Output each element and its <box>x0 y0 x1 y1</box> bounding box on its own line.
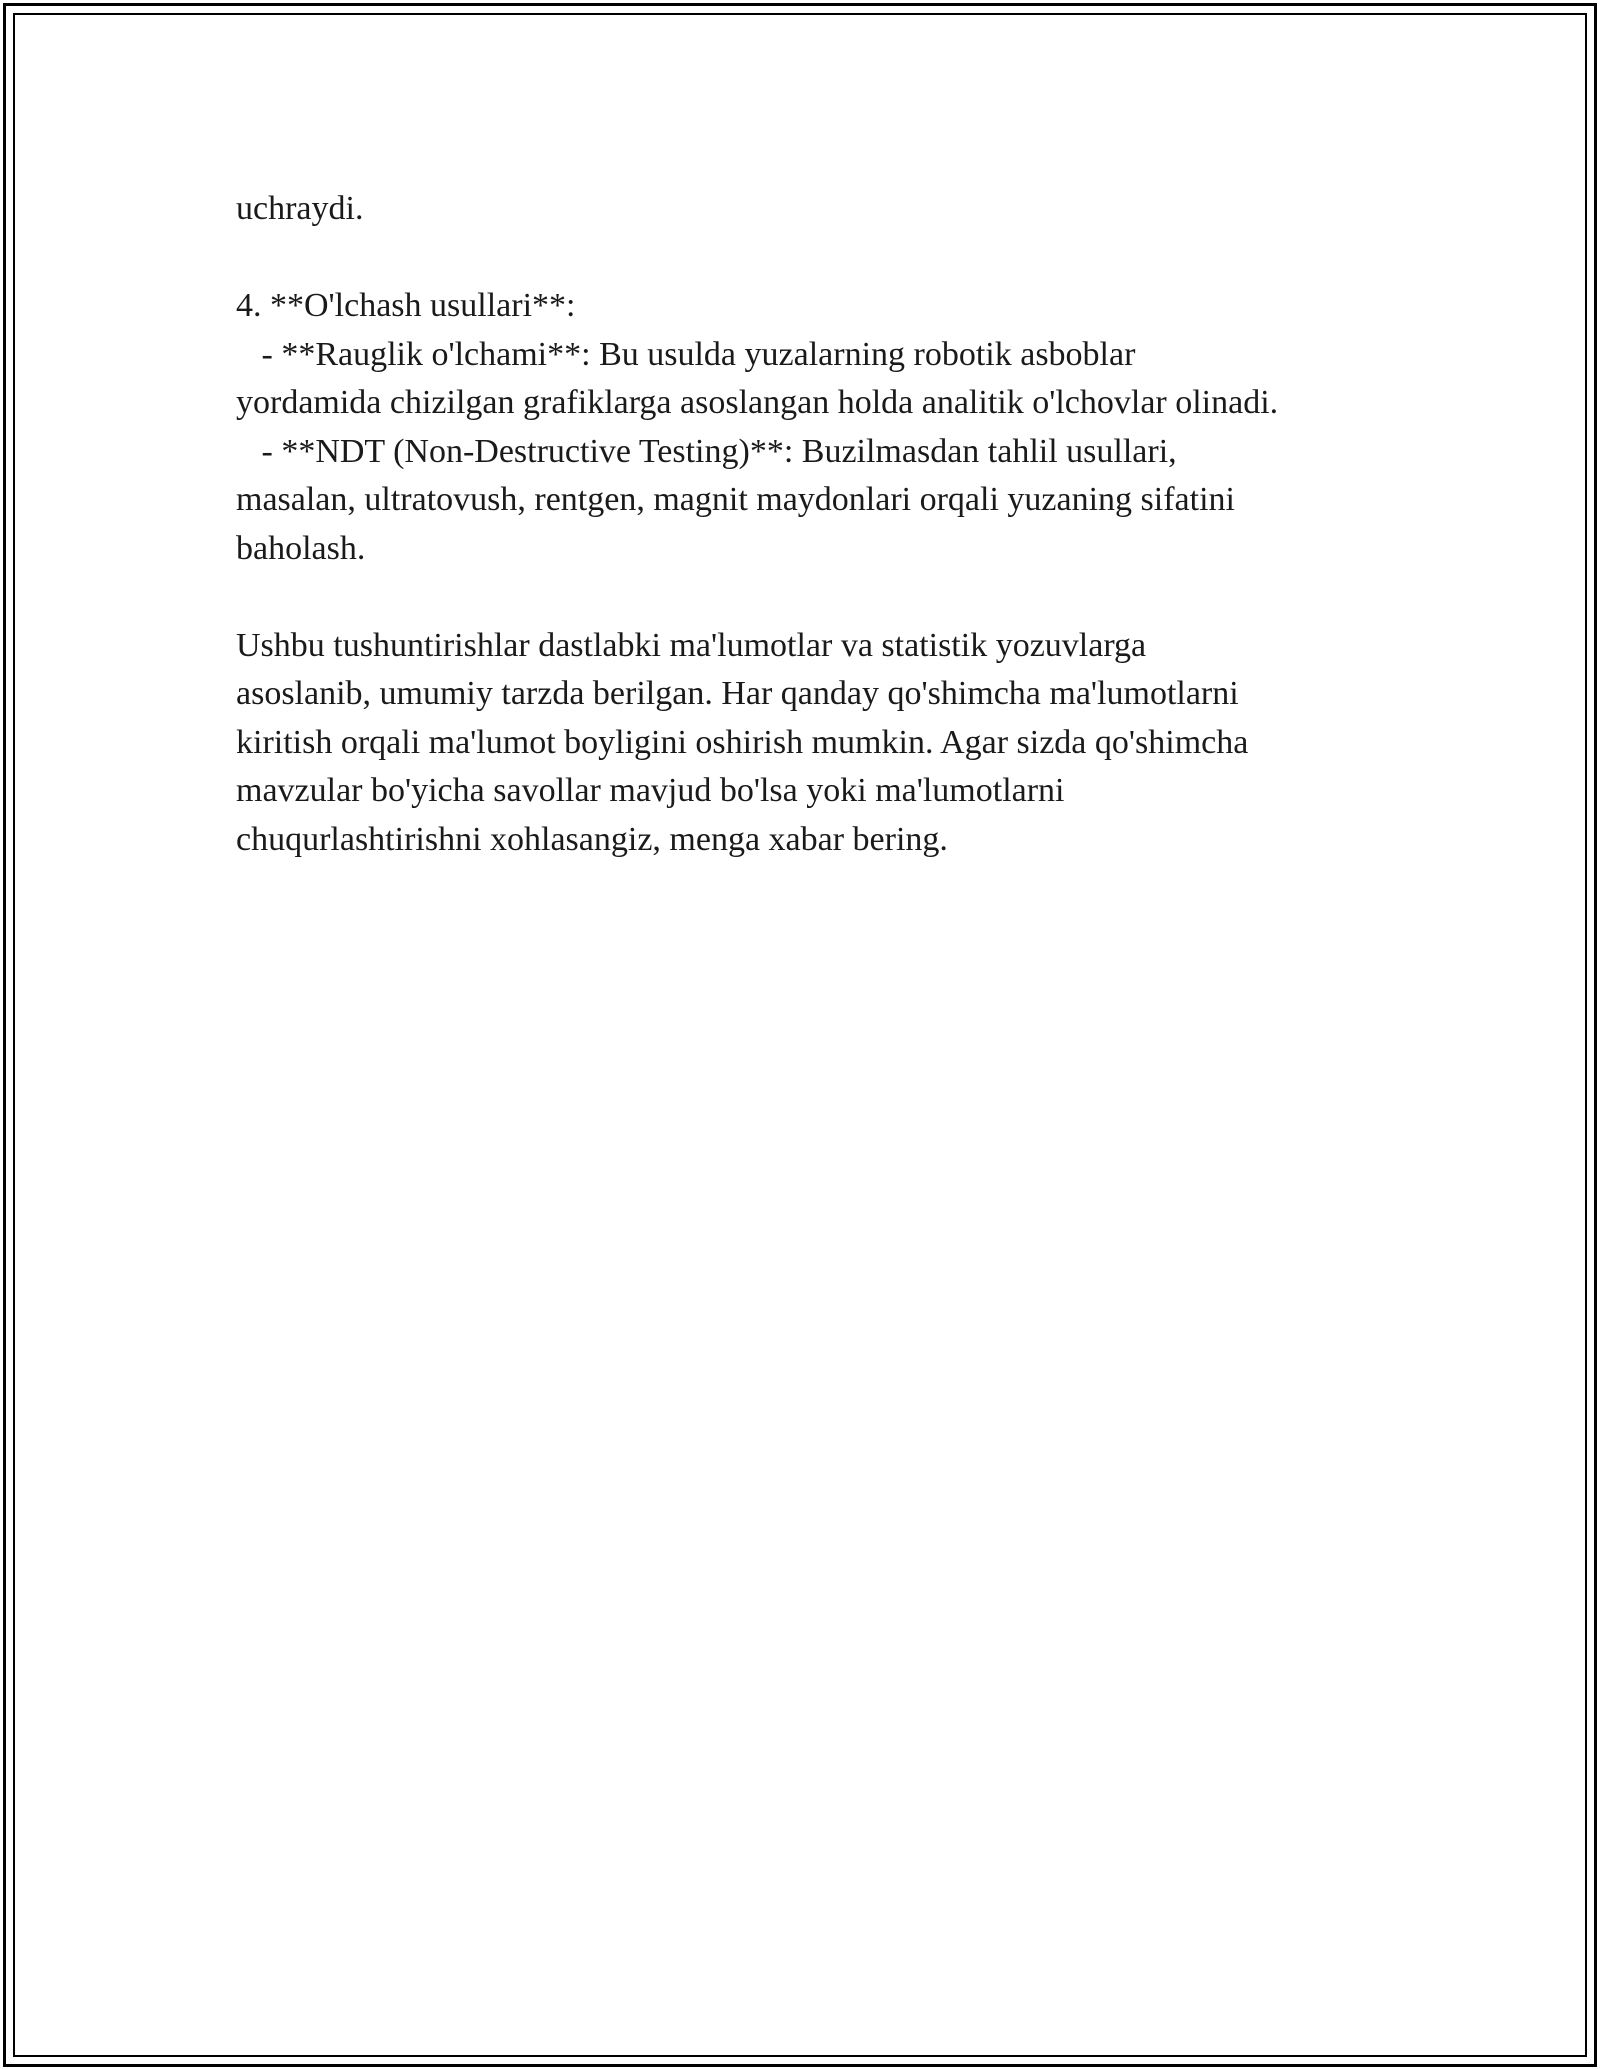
text-line: chuqurlashtirishni xohlasangiz, menga xabar bering. <box>236 820 948 858</box>
text-line: kiritish orqali ma'lumot boyligini oshirish mumkin. Agar sizda qo'shimcha <box>236 723 1249 761</box>
text-line: yordamida chizilgan grafiklarga asoslangan holda analitik o'lchovlar olinadi. <box>236 384 1279 421</box>
text-line: - **Rauglik o'lchami**: Bu usulda yuzalarning robotik asboblar <box>236 335 1136 373</box>
text-line: Ushbu tushuntirishlar dastlabki ma'lumotlar va statistik yozuvlarga <box>236 626 1147 664</box>
text-line: asoslanib, umumiy tarzda berilgan. Har qanday qo'shimcha ma'lumotlarni <box>236 675 1239 712</box>
section-heading: 4. **O'lchash usullari**: <box>236 287 576 324</box>
blank-line <box>236 234 1386 283</box>
text-line: - **NDT (Non-Destructive Testing)**: Buzilmasdan tahlil usullari, <box>236 432 1177 470</box>
text-line: uchraydi. <box>236 190 364 227</box>
document-body <box>236 185 1386 864</box>
text-line: baholash. <box>236 529 366 567</box>
text-line: masalan, ultratovush, rentgen, magnit maydonlari orqali yuzaning sifatini <box>236 481 1235 518</box>
blank-line <box>236 573 1386 622</box>
text-line: mavzular bo'yicha savollar mavjud bo'lsa yoki ma'lumotlarni <box>236 772 1065 809</box>
